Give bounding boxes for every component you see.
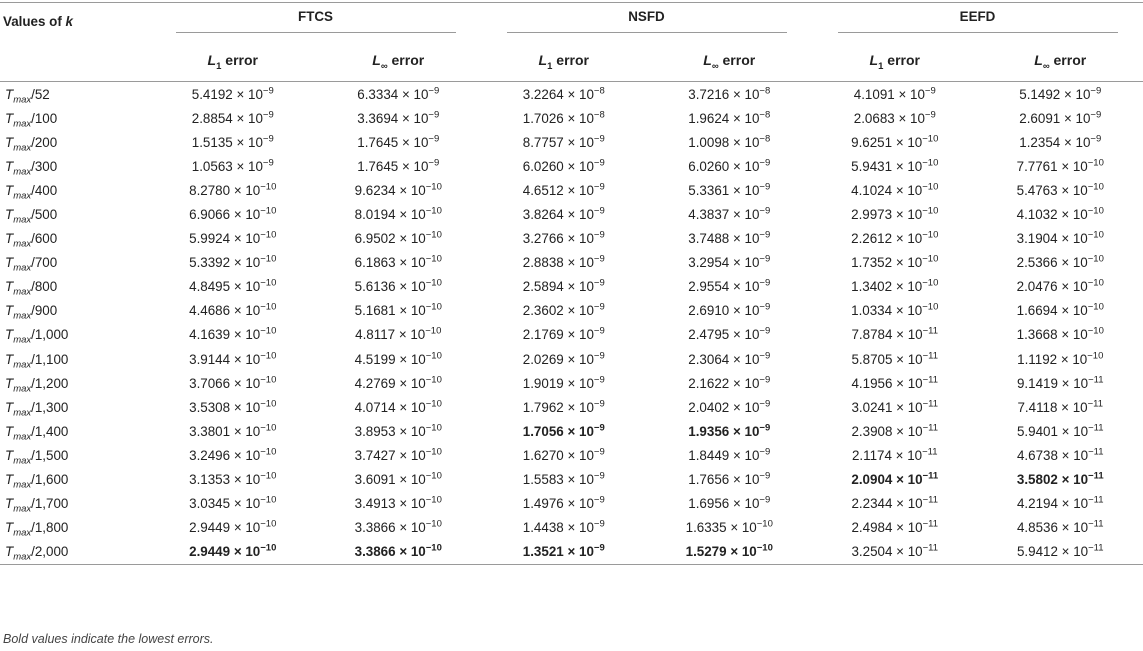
- table-row: [0, 540, 1143, 565]
- k-value-cell: $T_{max}/1,600$: [5, 472, 69, 491]
- table-footnote: Bold values indicate the lowest errors.: [3, 632, 214, 646]
- table-row: [0, 323, 1143, 347]
- k-value-cell: $T_{max}/2,000$: [5, 544, 69, 563]
- error-cell: $2.0476 \times 10^{-10}$: [1016, 277, 1104, 295]
- error-cell: $1.3402 \times 10^{-10}$: [851, 277, 939, 295]
- table-row: [0, 371, 1143, 395]
- error-cell: $4.8117 \times 10^{-10}$: [355, 326, 442, 343]
- sub-header-2: $L_1$ error: [538, 52, 589, 72]
- error-cell: $2.8854 \times 10^{-9}$: [191, 109, 274, 126]
- error-cell: $3.7066 \times 10^{-10}$: [189, 374, 277, 391]
- error-cell: $3.5308 \times 10^{-10}$: [189, 398, 277, 415]
- error-cell: $1.7352 \times 10^{-10}$: [851, 253, 939, 271]
- k-value-cell: $T_{max}/800$: [5, 279, 58, 298]
- error-cell: $6.3334 \times 10^{-9}$: [357, 85, 440, 102]
- table-row: [0, 178, 1143, 202]
- error-cell: $1.3668 \times 10^{-10}$: [1016, 326, 1104, 343]
- table-row: [0, 130, 1143, 154]
- error-cell: $4.8536 \times 10^{-11}$: [1016, 518, 1104, 536]
- table-row: [0, 154, 1143, 178]
- sub-header-5: $L_\infty$ error: [1034, 52, 1087, 72]
- table-row: [0, 299, 1143, 323]
- error-cell: $1.6270 \times 10^{-9}$: [522, 446, 605, 463]
- group-header-eefd: EEFD: [812, 3, 1143, 40]
- error-cell: $8.7757 \times 10^{-9}$: [522, 133, 605, 150]
- sub-header-0: $L_1$ error: [207, 52, 258, 72]
- error-cell: $3.2504 \times 10^{-11}$: [851, 542, 939, 560]
- group-header-nsfd: NSFD: [481, 3, 812, 40]
- error-cell: $2.9449 \times 10^{-10}$: [189, 518, 277, 536]
- error-cell: $7.4118 \times 10^{-11}$: [1017, 398, 1104, 415]
- error-cell: $6.1863 \times 10^{-10}$: [354, 253, 442, 271]
- error-cell: $5.3392 \times 10^{-10}$: [189, 253, 277, 271]
- error-cell: $5.3361 \times 10^{-9}$: [688, 181, 771, 198]
- sub-header-4: $L_1$ error: [869, 52, 920, 72]
- error-cell: $2.5366 \times 10^{-10}$: [1016, 253, 1104, 271]
- error-cell: $2.0904 \times 10^{-11}$: [851, 470, 939, 488]
- error-cell: $2.2612 \times 10^{-10}$: [851, 229, 939, 247]
- error-cell: $1.7645 \times 10^{-9}$: [357, 157, 440, 174]
- error-cell: $3.7216 \times 10^{-8}$: [688, 85, 771, 102]
- error-cell: $4.4686 \times 10^{-10}$: [189, 301, 277, 319]
- k-value-cell: $T_{max}/200$: [5, 134, 58, 154]
- error-cell: $1.3521 \times 10^{-9}$: [522, 542, 605, 560]
- k-value-cell: $T_{max}/100$: [5, 110, 58, 130]
- error-cell: $2.4795 \times 10^{-9}$: [688, 326, 771, 343]
- error-cell: $2.1769 \times 10^{-9}$: [522, 326, 605, 343]
- error-cell: $5.9412 \times 10^{-11}$: [1016, 542, 1104, 560]
- error-cell: $3.0241 \times 10^{-11}$: [851, 398, 939, 415]
- error-cell: $8.0194 \times 10^{-10}$: [354, 205, 442, 223]
- k-value-cell: $T_{max}/300$: [5, 158, 58, 178]
- table-row: [0, 106, 1143, 130]
- error-cell: $4.8495 \times 10^{-10}$: [189, 277, 277, 295]
- error-cell: $3.3801 \times 10^{-10}$: [189, 422, 277, 439]
- table-row: [0, 443, 1143, 467]
- error-cell: $2.0269 \times 10^{-9}$: [522, 350, 605, 367]
- table-row: [0, 251, 1143, 275]
- error-cell: $3.1353 \times 10^{-10}$: [189, 470, 277, 488]
- sub-header-1: $L_\infty$ error: [372, 52, 425, 72]
- error-cell: $9.6251 \times 10^{-10}$: [851, 133, 939, 150]
- error-cell: $3.9144 \times 10^{-10}$: [189, 350, 277, 367]
- error-cell: $2.3602 \times 10^{-9}$: [522, 301, 605, 319]
- error-cell: $2.2344 \times 10^{-11}$: [851, 494, 939, 512]
- k-value-cell: $T_{max}/1,800$: [5, 520, 69, 539]
- error-cell: $2.9449 \times 10^{-10}$: [189, 542, 277, 560]
- error-table: [0, 2, 1143, 565]
- error-cell: $1.0563 \times 10^{-9}$: [191, 157, 274, 174]
- error-cell: $3.3866 \times 10^{-10}$: [354, 518, 442, 536]
- error-cell: $4.6738 \times 10^{-11}$: [1016, 446, 1104, 463]
- k-column-header: Values of k: [3, 13, 73, 29]
- error-cell: $6.0260 \times 10^{-9}$: [688, 157, 771, 174]
- error-cell: $3.7427 \times 10^{-10}$: [354, 446, 442, 463]
- error-cell: $3.5802 \times 10^{-11}$: [1016, 470, 1104, 488]
- error-cell: $1.6335 \times 10^{-10}$: [685, 518, 773, 536]
- error-cell: $3.8953 \times 10^{-10}$: [354, 422, 442, 439]
- table-body: [0, 82, 1143, 565]
- error-cell: $1.7656 \times 10^{-9}$: [688, 470, 771, 488]
- table-row: [0, 227, 1143, 251]
- error-cell: $1.0334 \times 10^{-10}$: [851, 301, 939, 319]
- error-cell: $4.3837 \times 10^{-9}$: [688, 205, 771, 223]
- error-cell: $6.9502 \times 10^{-10}$: [354, 229, 442, 247]
- error-cell: $1.0098 \times 10^{-8}$: [688, 133, 771, 150]
- group-header-ftcs: FTCS: [150, 3, 481, 40]
- error-cell: $3.6091 \times 10^{-10}$: [354, 470, 442, 488]
- k-value-cell: $T_{max}/900$: [5, 303, 58, 323]
- error-cell: $4.1639 \times 10^{-10}$: [189, 326, 277, 343]
- error-cell: $3.7488 \times 10^{-9}$: [688, 229, 771, 247]
- error-cell: $1.6956 \times 10^{-9}$: [688, 494, 771, 512]
- sub-header-3: $L_\infty$ error: [703, 52, 756, 72]
- error-cell: $2.0402 \times 10^{-9}$: [688, 398, 771, 415]
- error-cell: $6.0260 \times 10^{-9}$: [522, 157, 605, 174]
- error-cell: $1.9624 \times 10^{-8}$: [688, 109, 771, 126]
- table-row: [0, 468, 1143, 492]
- error-cell: $9.1419 \times 10^{-11}$: [1016, 374, 1104, 391]
- sub-header-row: [0, 39, 1143, 82]
- error-cell: $2.3908 \times 10^{-11}$: [851, 422, 939, 439]
- error-cell: $1.8449 \times 10^{-9}$: [688, 446, 771, 463]
- error-cell: $2.9973 \times 10^{-10}$: [851, 205, 939, 223]
- k-value-cell: $T_{max}/52$: [5, 86, 50, 106]
- error-cell: $5.1492 \times 10^{-9}$: [1019, 85, 1102, 102]
- k-value-cell: $T_{max}/1,300$: [5, 399, 69, 419]
- group-header-row: [0, 3, 1143, 40]
- error-cell: $3.4913 \times 10^{-10}$: [354, 494, 442, 512]
- error-cell: $4.1032 \times 10^{-10}$: [1016, 205, 1104, 223]
- error-cell: $4.1091 \times 10^{-9}$: [853, 85, 936, 102]
- k-value-cell: $T_{max}/400$: [5, 182, 58, 202]
- k-value-cell: $T_{max}/1,200$: [5, 375, 69, 395]
- error-cell: $3.0345 \times 10^{-10}$: [189, 494, 277, 512]
- error-cell: $4.1956 \times 10^{-11}$: [851, 374, 939, 391]
- error-cell: $1.7026 \times 10^{-8}$: [522, 109, 605, 126]
- error-cell: $2.6910 \times 10^{-9}$: [688, 301, 771, 319]
- error-cell: $5.9431 \times 10^{-10}$: [851, 157, 939, 174]
- k-value-cell: $T_{max}/600$: [5, 231, 58, 250]
- error-cell: $2.4984 \times 10^{-11}$: [851, 518, 939, 536]
- error-cell: $1.9356 \times 10^{-9}$: [688, 422, 771, 439]
- error-cell: $1.7645 \times 10^{-9}$: [357, 133, 440, 150]
- error-cell: $4.5199 \times 10^{-10}$: [354, 350, 442, 367]
- k-column-spacer: [0, 39, 150, 82]
- k-value-cell: $T_{max}/500$: [5, 207, 58, 226]
- error-cell: $7.8784 \times 10^{-11}$: [851, 326, 939, 343]
- table-row: [0, 202, 1143, 226]
- error-cell: $6.9066 \times 10^{-10}$: [189, 205, 277, 223]
- error-cell: $4.6512 \times 10^{-9}$: [522, 181, 605, 198]
- table-row: [0, 275, 1143, 299]
- error-cell: $1.4976 \times 10^{-9}$: [522, 494, 605, 512]
- error-cell: $2.5894 \times 10^{-9}$: [522, 277, 605, 295]
- error-cell: $2.6091 \times 10^{-9}$: [1019, 109, 1102, 126]
- error-cell: $3.2954 \times 10^{-9}$: [688, 253, 771, 271]
- error-cell: $2.0683 \times 10^{-9}$: [853, 109, 936, 126]
- table-row: [0, 395, 1143, 419]
- k-value-cell: $T_{max}/1,500$: [5, 447, 69, 467]
- table-row: [0, 419, 1143, 443]
- error-cell: $1.4438 \times 10^{-9}$: [522, 518, 605, 536]
- error-cell: $2.3064 \times 10^{-9}$: [688, 350, 771, 367]
- error-cell: $2.1622 \times 10^{-9}$: [688, 374, 771, 391]
- error-cell: $5.9924 \times 10^{-10}$: [189, 229, 277, 247]
- k-value-cell: $T_{max}/1,700$: [5, 496, 69, 515]
- error-cell: $2.1174 \times 10^{-11}$: [851, 446, 938, 463]
- error-cell: $4.2194 \times 10^{-11}$: [1016, 494, 1104, 512]
- error-cell: $1.7962 \times 10^{-9}$: [522, 398, 605, 415]
- error-cell: $3.2264 \times 10^{-8}$: [522, 85, 605, 102]
- error-cell: $2.9554 \times 10^{-9}$: [688, 277, 771, 295]
- k-value-cell: $T_{max}/700$: [5, 255, 58, 274]
- error-cell: $1.5135 \times 10^{-9}$: [191, 133, 274, 150]
- error-cell: $4.1024 \times 10^{-10}$: [851, 181, 939, 198]
- error-cell: $5.6136 \times 10^{-10}$: [354, 277, 442, 295]
- error-cell: $1.2354 \times 10^{-9}$: [1019, 133, 1102, 150]
- error-cell: $5.8705 \times 10^{-11}$: [851, 350, 939, 367]
- error-cell: $3.1904 \times 10^{-10}$: [1016, 229, 1104, 247]
- error-cell: $5.1681 \times 10^{-10}$: [354, 301, 442, 319]
- error-cell: $8.2780 \times 10^{-10}$: [189, 181, 277, 198]
- error-cell: $2.8838 \times 10^{-9}$: [522, 253, 605, 271]
- table-row: [0, 516, 1143, 540]
- error-cell: $3.2766 \times 10^{-9}$: [522, 229, 605, 247]
- table-row: [0, 492, 1143, 516]
- error-cell: $3.3694 \times 10^{-9}$: [357, 109, 440, 126]
- error-cell: $5.4763 \times 10^{-10}$: [1016, 181, 1104, 198]
- error-cell: $3.2496 \times 10^{-10}$: [189, 446, 277, 463]
- error-cell: $1.9019 \times 10^{-9}$: [522, 374, 605, 391]
- error-cell: $1.7056 \times 10^{-9}$: [522, 422, 605, 439]
- k-value-cell: $T_{max}/1,000$: [5, 327, 69, 347]
- error-cell: $1.1192 \times 10^{-10}$: [1017, 350, 1104, 367]
- error-cell: $9.6234 \times 10^{-10}$: [354, 181, 442, 198]
- error-cell: $1.5583 \times 10^{-9}$: [522, 470, 605, 488]
- k-value-cell: $T_{max}/1,100$: [5, 351, 69, 371]
- error-cell: $4.2769 \times 10^{-10}$: [354, 374, 442, 391]
- error-cell: $3.8264 \times 10^{-9}$: [522, 205, 605, 223]
- k-value-cell: $T_{max}/1,400$: [5, 423, 69, 443]
- error-cell: $1.6694 \times 10^{-10}$: [1016, 301, 1104, 319]
- error-cell: $4.0714 \times 10^{-10}$: [354, 398, 442, 415]
- table-row: [0, 347, 1143, 371]
- error-cell: $5.4192 \times 10^{-9}$: [191, 85, 274, 102]
- error-cell: $5.9401 \times 10^{-11}$: [1016, 422, 1104, 439]
- error-cell: $1.5279 \times 10^{-10}$: [685, 542, 773, 560]
- table-row: [0, 82, 1143, 107]
- error-cell: $7.7761 \times 10^{-10}$: [1016, 157, 1104, 174]
- error-cell: $3.3866 \times 10^{-10}$: [354, 542, 442, 560]
